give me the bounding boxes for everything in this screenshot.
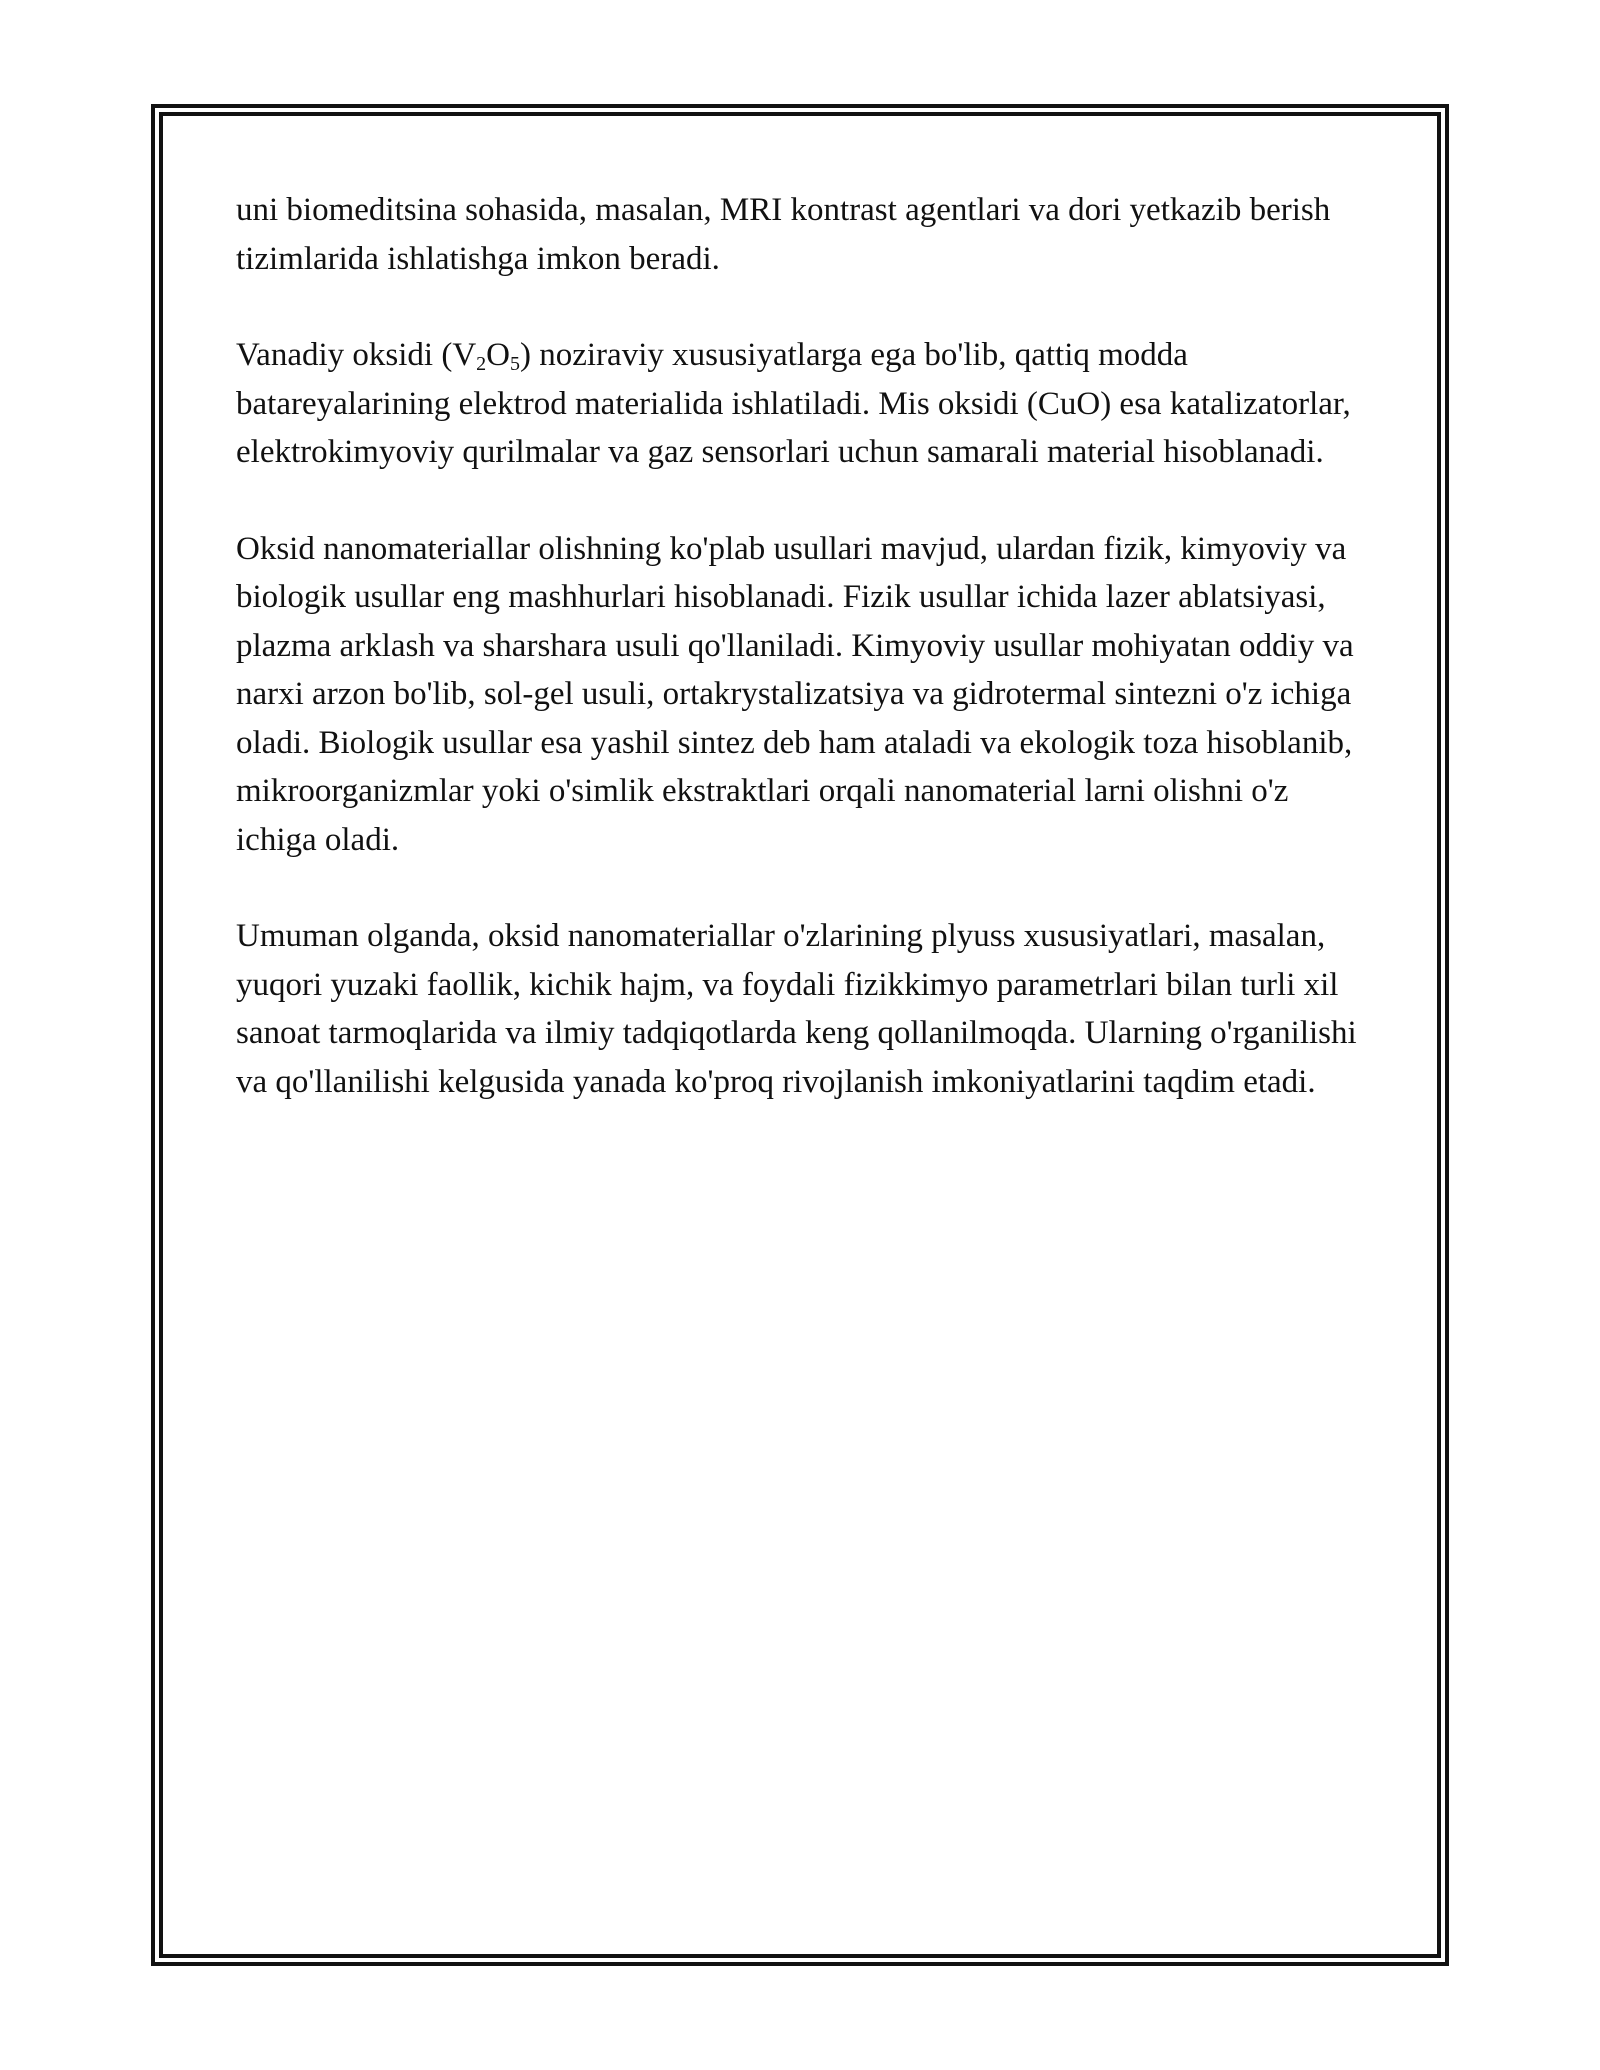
formula-subscript-2: 2	[476, 353, 487, 375]
paragraph-conclusion: Umuman olganda, oksid nanomateriallar o'zlarining plyuss xususiyatlari, masalan, yuqori yuzaki faollik, kichik hajm, va foydali fizikkimyo parametrlari bilan turli xil sanoat tarmoqlarida va ilmiy tadqiqotlarda keng qollanilmoqda. Ularning o'rganilishi va qo'llanilishi kelgusida yanada ko'proq rivojlanish imkoniyatlarini taqdim etadi.	[236, 918, 1357, 1100]
paragraph-vanadium-copper-oxides	[236, 331, 1366, 477]
paragraph-synthesis-methods: Oksid nanomateriallar olishning ko'plab usullari mavjud, ulardan fizik, kimyoviy va biologik usullar eng mashhurlari hisoblanadi. Fizik usullar ichida lazer ablatsiyasi, plazma arklash va sharshara usuli qo'llaniladi. Kimyoviy usullar mohiyatan oddiy va narxi arzon bo'lib, sol-gel usuli, ortakrystalizatsiya va gidrotermal sintezni o'z ichiga oladi. Biologik usullar esa yashil sintez deb ham ataladi va ekologik toza hisoblanib, mikroorganizmlar yoki o'simlik ekstraktlari orqali nanomaterial larni olishni o'z ichiga oladi.	[236, 530, 1354, 858]
document-body	[236, 186, 1366, 1154]
formula-v2o5	[452, 337, 520, 373]
formula-element-v: V	[452, 337, 477, 373]
formula-subscript-5: 5	[510, 353, 520, 375]
paragraph-biomedicine: uni biomeditsina sohasida, masalan, MRI kontrast agentlari va dori yetkazib berish tizimlarida ishlatishga imkon beradi.	[236, 192, 1331, 277]
paragraph2-text-before: Vanadiy oksidi (	[236, 337, 453, 373]
formula-element-o: O	[486, 337, 510, 373]
paragraph2-text-after: ) noziraviy xususiyatlarga ega bo'lib, qattiq modda batareyalarining elektrod materialida ishlatiladi. Mis oksidi (CuO) esa katalizatorlar, elektrokimyoviy qurilmalar va gaz sensorlari uchun samarali material hisoblanadi.	[236, 337, 1351, 470]
